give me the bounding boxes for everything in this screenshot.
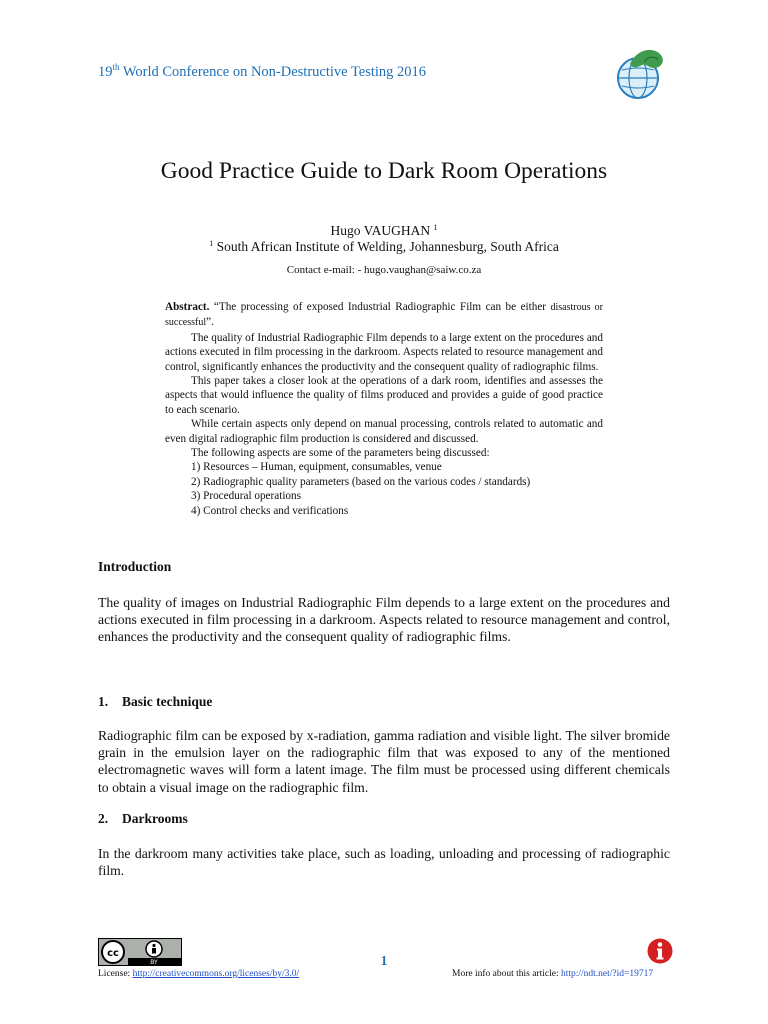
abstract-quote-end: ”. (206, 316, 214, 329)
conference-header (98, 64, 426, 81)
abstract-intro (165, 300, 603, 331)
abstract-paragraph-2: This paper takes a closer look at the operations of a dark room, identifies and assesses the aspects that would influence the quality of films produced and provides a guide of good practice to each scenario. (165, 375, 603, 416)
conference-name: World Conference on Non-Destructive Testing 2016 (119, 64, 427, 80)
abstract-paragraph-1: The quality of Industrial Radiographic Film depends to a large extent on the procedures and actions executed in film processing in the darkroom. Aspects related to resource management and control, significantly enhances the productivity and the consequent quality of radiographic films. (165, 331, 603, 373)
section-2-number: 2. (98, 811, 109, 826)
affiliation-marker: 1 (209, 239, 214, 248)
paper-title: Good Practice Guide to Dark Room Operations (160, 158, 608, 184)
license-link[interactable]: http://creativecommons.org/licenses/by/3.0/ (132, 969, 300, 979)
author-line (0, 223, 768, 239)
wcndt-globe-logo (608, 40, 672, 104)
svg-text:cc: cc (107, 948, 119, 959)
cc-by-label: BY (150, 959, 158, 966)
abstract-list-item: 1) Resources – Human, equipment, consumables, venue (191, 461, 442, 474)
abstract-paragraph-3: While certain aspects only depend on manual processing, controls related to automatic and even digital radiographic film production is considered and discussed. (165, 418, 603, 445)
abstract-paragraph-4: The following aspects are some of the parameters being discussed: (191, 447, 490, 460)
abstract-quote-start: “The processing of exposed Industrial Radiographic Film can be either (209, 301, 551, 313)
introduction-heading: Introduction (98, 559, 172, 574)
section-2-title: Darkrooms (122, 811, 188, 826)
section-1-heading (98, 694, 212, 710)
page-number: 1 (380, 953, 388, 968)
more-info-line (452, 969, 653, 979)
section-1-paragraph: Radiographic film can be exposed by x-radiation, gamma radiation and visible light. The silver bromide grain in the emulsion layer on the radiographic film that was exposed to any of the mentioned electromagnetic waves will form a latent image. The film must be processed using different chemicals to obtain a visual image on the radiographic film. (98, 728, 670, 795)
section-1-title: Basic technique (122, 694, 213, 709)
author-affiliation-marker: 1 (433, 223, 438, 232)
conference-ordinal: 19 (98, 64, 113, 80)
abstract-list-item: 3) Procedural operations (191, 490, 301, 503)
affiliation-line (0, 239, 768, 255)
abstract-list-item: 2) Radiographic quality parameters (based on the various codes / standards) (191, 475, 531, 488)
section-1-number: 1. (98, 694, 109, 709)
abstract-quote-emphasis: disastrous or successful (165, 302, 603, 329)
more-info-label: More info about this article: (452, 969, 561, 979)
info-icon[interactable] (647, 938, 673, 964)
section-2-heading (98, 811, 188, 827)
affiliation-text: South African Institute of Welding, Johannesburg, South Africa (216, 239, 559, 254)
introduction-paragraph: The quality of images on Industrial Radiographic Film depends to a large extent on the procedures and actions executed in film processing in a darkroom. Aspects related to resource management and control, enhances the productivity and the consequent quality of radiographic films. (98, 595, 670, 645)
section-2-paragraph: In the darkroom many activities take place, such as loading, unloading and processing of radiographic film. (98, 846, 670, 879)
author-name: Hugo VAUGHAN (330, 223, 431, 238)
abstract-block (165, 300, 603, 518)
contact-email: Contact e-mail: - hugo.vaughan@saiw.co.za (286, 264, 482, 276)
abstract-label: Abstract. (165, 301, 210, 313)
conference-ordinal-suffix: th (112, 62, 120, 72)
license-line (98, 969, 299, 979)
article-link[interactable]: http://ndt.net/?id=19717 (560, 969, 654, 979)
license-label: License: (98, 969, 133, 979)
abstract-list-item: 4) Control checks and verifications (191, 504, 349, 517)
